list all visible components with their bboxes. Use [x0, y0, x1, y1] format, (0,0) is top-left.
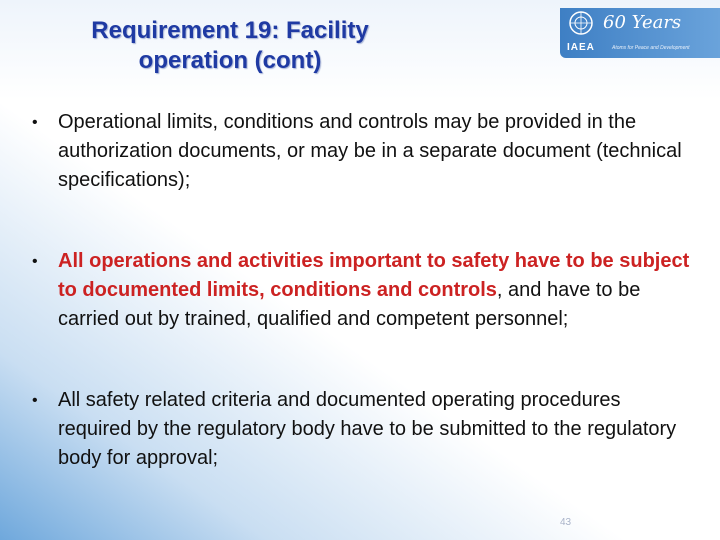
bullet-item [32, 108, 696, 195]
logo-years-text: 60 Years [603, 12, 682, 33]
bullet-text: , and have to be carried out by trained, qualified and competent personnel; [58, 279, 641, 330]
un-emblem-icon [568, 10, 594, 36]
page-number: 43 [560, 517, 572, 528]
bullet-item [32, 247, 696, 334]
bullet-dot-icon: • [32, 114, 38, 131]
bullet-list [32, 108, 696, 525]
bullet-text: Operational limits, conditions and controls may be provided in the authorization documents, or may be in a separate document (technical specifications); [58, 111, 682, 191]
bullet-emphasis-text: All operations and activities important to safety have to be subject to documented limits, conditions and controls [58, 250, 690, 301]
title-line-1: Requirement 19: Facility [91, 17, 369, 44]
slide-title [60, 16, 400, 76]
logo-tagline: Atoms for Peace and Development [612, 45, 690, 51]
bullet-dot-icon: • [32, 253, 38, 270]
logo-org-text: IAEA [567, 42, 595, 53]
bullet-text: All safety related criteria and documented operating procedures required by the regulatory body have to be submitted to the regulatory body for approval; [58, 389, 677, 469]
bullet-item [32, 386, 696, 473]
title-line-2: operation (cont) [138, 47, 322, 74]
bullet-dot-icon: • [32, 392, 38, 409]
